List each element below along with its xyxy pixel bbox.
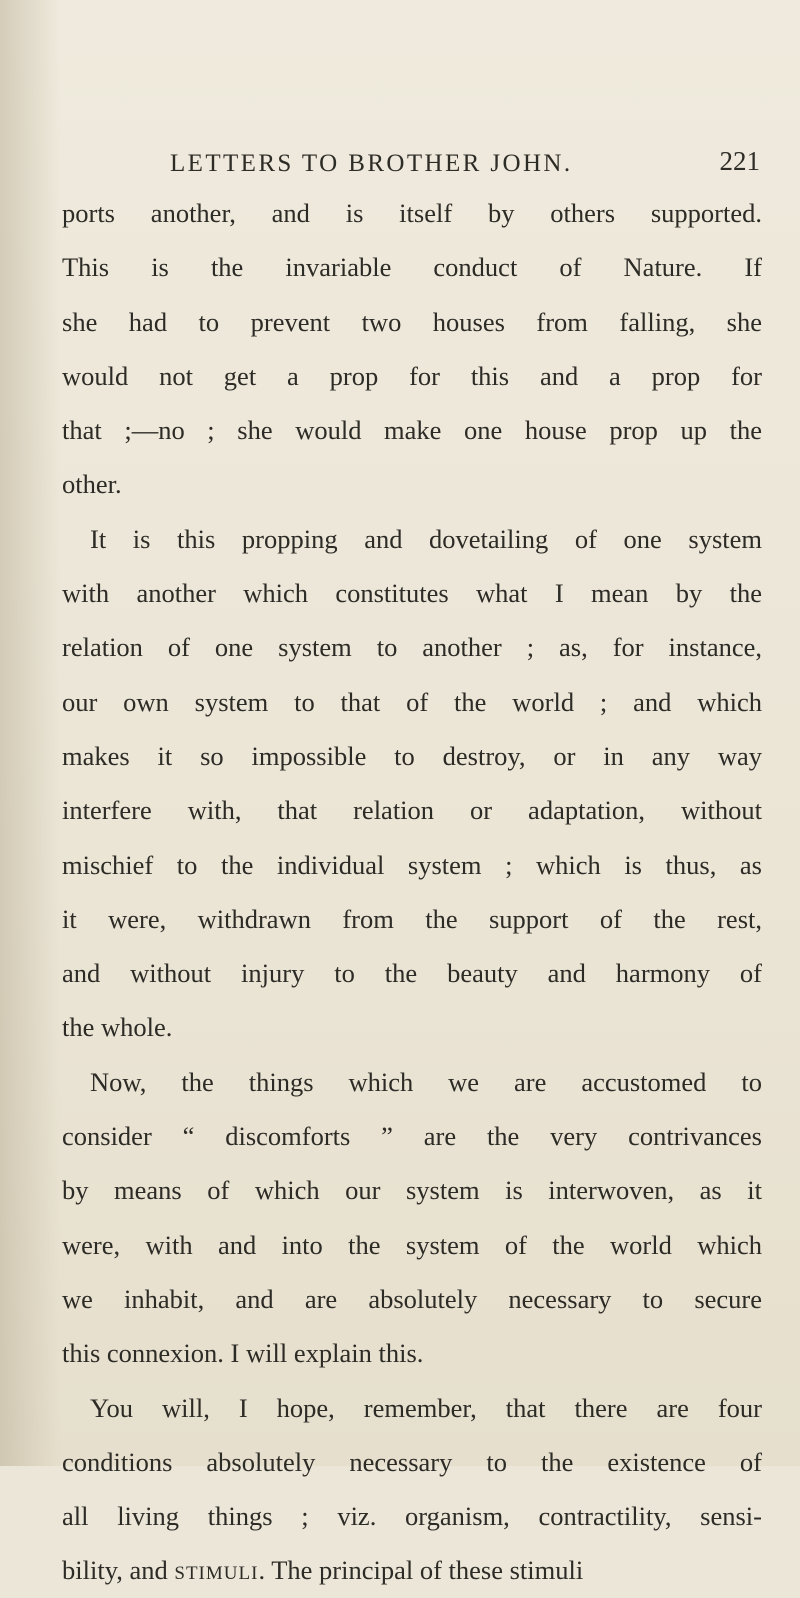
text-line: You will, I hope, remember, that there are four <box>90 1392 762 1423</box>
text-line: mischief to the individual system ; which is thus, as <box>62 849 762 880</box>
running-title: LETTERS TO BROTHER JOHN. <box>170 150 573 177</box>
text-line: the whole. <box>62 1012 173 1043</box>
text-line: were, with and into the system of the world which <box>62 1229 762 1260</box>
text-line: consider “ discomforts ” are the very contrivances <box>62 1121 762 1152</box>
text-line: that ;—no ; she would make one house prop up the <box>62 415 762 446</box>
page-number: 221 <box>719 146 760 176</box>
stimuli-small-caps: stimuli <box>174 1555 259 1586</box>
text-line: makes it so impossible to destroy, or in any way <box>62 740 762 771</box>
text-line: would not get a prop for this and a prop for <box>62 360 762 391</box>
text-fragment: . The principal of these stimuli <box>258 1555 584 1586</box>
text-line: by means of which our system is interwoven, as it <box>62 1175 762 1206</box>
text-line: other. <box>62 469 122 500</box>
text-line: interfere with, that relation or adaptation, without <box>62 795 762 826</box>
text-line: Now, the things which we are accustomed to <box>90 1066 762 1097</box>
text-line: our own system to that of the world ; and which <box>62 686 762 717</box>
text-line: relation of one system to another ; as, for instance, <box>62 632 762 663</box>
text-line: conditions absolutely necessary to the existence of <box>62 1446 762 1477</box>
text-fragment: bility, and <box>62 1555 175 1586</box>
text-line: with another which constitutes what I mean by the <box>62 578 762 609</box>
text-line: This is the invariable conduct of Nature. If <box>62 252 762 283</box>
text-line: she had to prevent two houses from falling, she <box>62 306 762 337</box>
text-line: we inhabit, and are absolutely necessary to secure <box>62 1283 762 1314</box>
text-line: It is this propping and dovetailing of one system <box>90 523 762 554</box>
text-line: ports another, and is itself by others supported. <box>62 198 762 228</box>
text-line-final <box>62 1543 762 1597</box>
text-line: this connexion. I will explain this. <box>62 1338 424 1369</box>
text-line: and without injury to the beauty and harmony of <box>62 958 762 989</box>
running-head <box>170 146 760 190</box>
text-line: it were, withdrawn from the support of the rest, <box>62 903 762 934</box>
body-text <box>62 186 762 1598</box>
text-line: all living things ; viz. organism, contractility, sensi- <box>62 1501 762 1532</box>
